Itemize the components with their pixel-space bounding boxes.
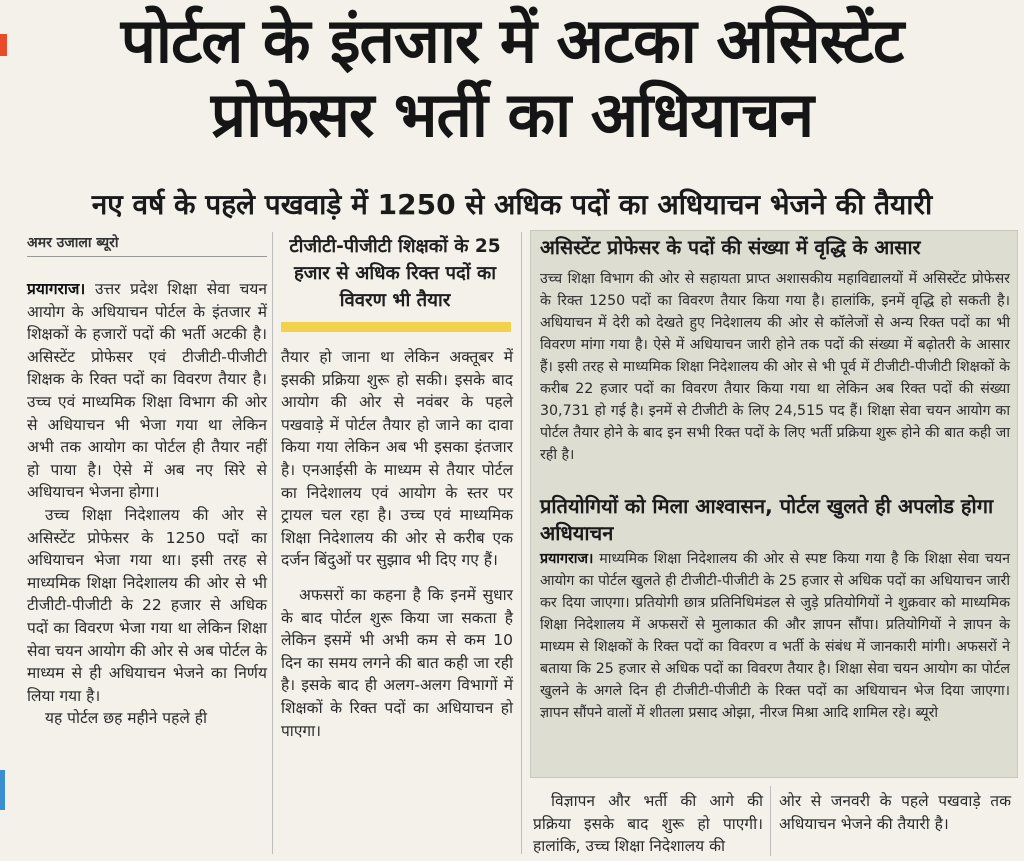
deck-subheadline: नए वर्ष के पहले पखवाड़े में 1250 से अधिक पदों का अधियाचन भेजने की तैयारी	[91, 188, 933, 221]
box-para-2	[540, 548, 1010, 724]
byline: अमर उजाला ब्यूरो	[27, 235, 119, 251]
col1-para-2: उच्च शिक्षा निदेशालय की ओर से असिस्टेंट प्रोफेसर के 1250 पदों का अधियाचन भेजा गया था। इसी तरह से माध्यमिक शिक्षा निदेशालय की ओर से भी टीजीटी-पीजीटी के 22 हजार से अधिक पदों का विवरण भेजा गया था लेकिन शिक्षा सेवा चयन आयोग की ओर से अब पोर्टल के माध्यम से ही अधियाचन भेजने का निर्णय लिया गया है।	[27, 505, 267, 705]
column-4: ओर से जनवरी के पहले पखवाड़े तक अधियाचन भेजने की तैयारी है।	[779, 792, 1011, 833]
col2-para-1: तैयार हो जाना था लेकिन अक्तूबर में इसकी प्रक्रिया शुरू हो सकी। इसके बाद आयोग की ओर से नवंबर के पहले पखवाड़े में पोर्टल तैयार हो जाने का दावा किया गया लेकिन अब भी इसका इंतजार है। एनआईसी के माध्यम से तैयार पोर्टल का निदेशालय एवं आयोग के स्तर पर ट्रायल चल रहा है। उच्च एवं माध्यमिक शिक्षा निदेशालय की ओर से करीब एक दर्जन बिंदुओं पर सुझाव भी दिए गए हैं।	[281, 348, 513, 570]
box-para-2-body	[540, 548, 1010, 724]
headline-line-1: पोर्टल के इंतजार में अटका असिस्टेंट	[120, 4, 904, 77]
column-divider-2	[521, 232, 522, 854]
headline-line-2: प्रोफेसर भर्ती का अधियाचन	[210, 78, 814, 151]
box-subheading: प्रतियोगियों को मिला आश्वासन, पोर्टल खुलते ही अपलोड होगा अधियाचन	[540, 494, 994, 545]
column-divider-1	[272, 232, 273, 854]
col1-para-1-text: उत्तर प्रदेश शिक्षा सेवा चयन आयोग के अधियाचन पोर्टल के इंतजार में शिक्षकों के हजारों पदों की भर्ती अटकी है। असिस्टेंट प्रोफेसर एवं टीजीटी-पीजीटी शिक्षक के रिक्त पदों का विवरण तैयार है। उच्च एवं माध्यमिक शिक्षा विभाग की ओर से अधियाचन भी भेजा गया था लेकिन अभी तक आयोग का पोर्टल ही तैयार नहीं हो पाया है। ऐसे में अब नए सिरे से अधियाचन भेजना होगा।	[27, 280, 267, 502]
column-divider-3	[770, 786, 771, 856]
box-para-2-text: माध्यमिक शिक्षा निदेशालय की ओर से स्पष्ट किया गया है कि शिक्षा सेवा चयन आयोग का पोर्टल खुलते ही टीजीटी-पीजीटी के 25 हजार से अधिक पदों का अधियाचन जारी कर दिया जाएगा। प्रतियोगी छात्र प्रतिनिधिमंडल से जुड़े प्रतियोगियों ने शुक्रवार को माध्यमिक शिक्षा निदेशालय में अफसरों से मुलाकात की और ज्ञापन सौंपा। प्रतियोगियों ने ज्ञापन के माध्यम से शिक्षकों के रिक्त पदों का विवरण व भर्ती के संबंध में जानकारी मांगी। अफसरों ने बताया कि 25 हजार से अधिक पदों का विवरण तैयार है। शिक्षा सेवा चयन आयोग का पोर्टल खुलने के अगले दिन ही टीजीटी-पीजीटी के रिक्त पदों का अधियाचन भेज दिया जाएगा। ज्ञापन सौंपने वालों में शीतला प्रसाद ओझा, नीरज मिश्रा आदि शामिल रहे। ब्यूरो	[540, 551, 1010, 721]
box-para-1-text: उच्च शिक्षा विभाग की ओर से सहायता प्राप्त अशासकीय महाविद्यालयों में असिस्टेंट प्रोफेसर के रिक्त 1250 पदों का विवरण तैयार किया गया है। हालांकि, इनमें वृद्धि हो सकती है। अधियाचन में देरी को देखते हुए निदेशालय की ओर से कॉलेजों से अन्य रिक्त पदों का भी विवरण मांगा गया है। ऐसे में अधियाचन जारी होने तक पदों की संख्या में बढ़ोतरी के आसार हैं। इसी तरह से माध्यमिक शिक्षा निदेशालय की ओर से भी पूर्व में टीजीटी-पीजीटी शिक्षकों के करीब 22 हजार पदों का विवरण तैयार किया गया था लेकिन अब रिक्त पदों की संख्या 30,731 हो गई है। इनमें से टीजीटी के लिए 24,515 पद हैं। शिक्षा सेवा चयन आयोग का पोर्टल तैयार होने के बाद इन सभी रिक्त पदों के लिए भर्ती प्रक्रिया शुरू होने की बात कही जा रही है।	[540, 271, 1010, 463]
byline-rule	[27, 256, 267, 257]
col2-para-2: अफसरों का कहना है कि इनमें सुधार के बाद पोर्टल शुरू किया जा सकता है लेकिन इसमें भी अभी कम से कम 10 दिन का समय लगने की बात कही जा रही है। इसके बाद ही अलग-अलग विभागों में शिक्षकों के रिक्त पदों का अधियाचन हो पाएगा।	[281, 585, 513, 740]
sidebar-heading: टीजीटी-पीजीटी शिक्षकों के 25 हजार से अधिक रिक्त पदों का विवरण भी तैयार	[289, 236, 501, 311]
col1-para-1	[27, 278, 267, 504]
dateline: प्रयागराज।	[27, 280, 86, 298]
edge-color-mark-bottom	[0, 770, 5, 810]
headline	[0, 4, 1024, 152]
col1-para-3: यह पोर्टल छह महीने पहले ही	[45, 709, 207, 728]
box-dateline: प्रयागराज।	[540, 551, 594, 567]
box-para-1	[540, 268, 1010, 466]
column-3: विज्ञापन और भर्ती की आगे की प्रक्रिया इसके बाद शुरू हो पाएगी। हालांकि, उच्च शिक्षा निदेशालय की	[533, 792, 763, 856]
box-heading: असिस्टेंट प्रोफेसर के पदों की संख्या में वृद्धि के आसार	[540, 236, 921, 259]
column-2	[281, 346, 513, 742]
sidebar-highlight-bar	[281, 322, 511, 332]
column-1	[27, 278, 267, 730]
